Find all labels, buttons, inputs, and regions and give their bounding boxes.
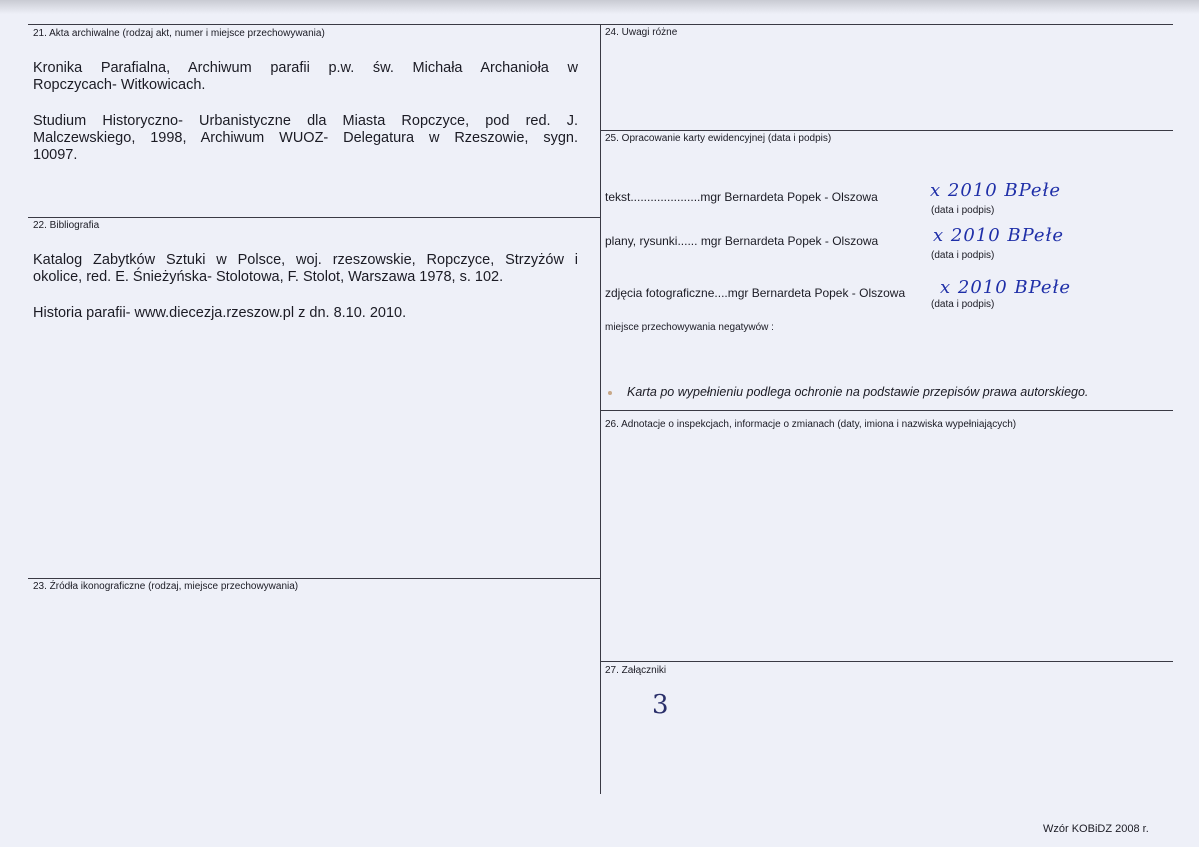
section-21-label: 21. Akta archiwalne (rodzaj akt, numer i miejsce przechowywania): [33, 28, 325, 39]
scan-edge: [0, 0, 1199, 14]
section-27-label: 27. Załączniki: [605, 665, 667, 676]
section-22-text-1b: okolice, red. E. Śnieżyńska- Stolotowa, F. Stolot, Warszawa 1978, s. 102.: [33, 269, 504, 285]
plany-data-podpis: (data i podpis): [931, 250, 995, 261]
section-21-text-2c: 10097.: [33, 147, 78, 163]
section-22-text-2: Historia parafii- www.diecezja.rzeszow.pl z dn. 8.10. 2010.: [33, 305, 407, 321]
zdjecia-signature: x 2010 BPełe: [940, 277, 1072, 298]
zdjecia-field: zdjęcia fotograficzne....mgr Bernardeta Popek - Olszowa: [605, 286, 906, 300]
rule-24-25: [600, 130, 1173, 131]
section-21-text-2a: Studium Historyczno- Urbanistyczne dla Miasta Ropczyce, pod red. J.: [33, 113, 578, 129]
section-24-label: 24. Uwagi różne: [605, 27, 678, 38]
rule-26-27: [600, 661, 1173, 662]
copyright-note: Karta po wypełnieniu podlega ochronie na podstawie przepisów prawa autorskiego.: [627, 385, 1089, 399]
section-21-text-2b: Malczewskiego, 1998, Archiwum WUOZ- Delegatura w Rzeszowie, sygn.: [33, 130, 578, 146]
tekst-data-podpis: (data i podpis): [931, 205, 995, 216]
rule-25-26: [600, 410, 1173, 411]
section-23-label: 23. Źródła ikonograficzne (rodzaj, miejsce przechowywania): [33, 581, 299, 592]
section-25-label: 25. Opracowanie karty ewidencyjnej (data i podpis): [605, 133, 832, 144]
plany-signature: x 2010 BPełe: [933, 225, 1065, 246]
tekst-signature: x 2010 BPełe: [930, 180, 1062, 201]
column-divider: [600, 24, 601, 794]
copyright-bullet: [608, 391, 612, 395]
negatywy-label: miejsce przechowywania negatywów :: [605, 322, 774, 333]
rule-22-23: [28, 578, 600, 579]
section-22-text-1a: Katalog Zabytków Sztuki w Polsce, woj. rzeszowskie, Ropczyce, Strzyżów i: [33, 252, 578, 268]
rule-21-22: [28, 217, 600, 218]
section-21-text-1a: Kronika Parafialna, Archiwum parafii p.w. św. Michała Archanioła w: [33, 60, 578, 76]
section-22-label: 22. Bibliografia: [33, 220, 100, 231]
plany-field: plany, rysunki...... mgr Bernardeta Popek - Olszowa: [605, 234, 879, 248]
section-26-label: 26. Adnotacje o inspekcjach, informacje o zmianach (daty, imiona i nazwiska wypełniających): [605, 419, 1017, 430]
zdjecia-data-podpis: (data i podpis): [931, 299, 995, 310]
attachments-count: 3: [652, 690, 670, 720]
tekst-field: tekst.....................mgr Bernardeta Popek - Olszowa: [605, 190, 878, 204]
section-21-text-1b: Ropczycach- Witkowicach.: [33, 77, 206, 93]
form-version: Wzór KOBiDZ 2008 r.: [1043, 823, 1149, 835]
